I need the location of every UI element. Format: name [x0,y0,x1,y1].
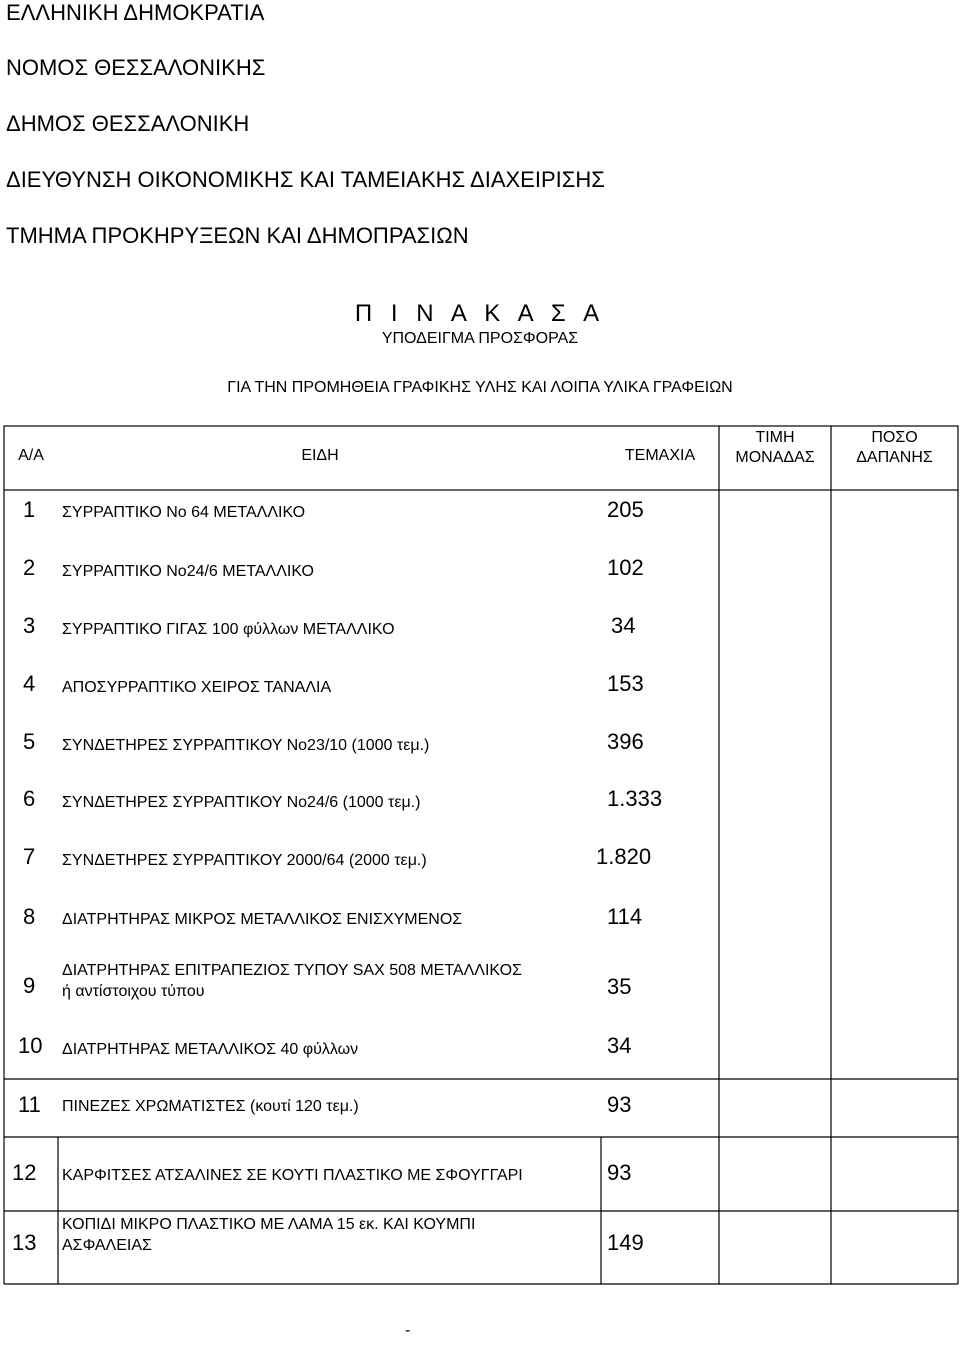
col-header-total-cost [831,428,958,468]
row-description: ΣΥΡΡΑΠΤΙΚΟ Νο 64 ΜΕΤΑΛΛΙΚΟ [62,504,306,521]
col-header-unit-price-line1: ΤΙΜΗ [755,429,795,446]
row-description: ΔΙΑΤΡΗΤΗΡΑΣ ΜΙΚΡΟΣ ΜΕΤΑΛΛΙΚΟΣ ΕΝΙΣΧΥΜΕΝΟΣ [62,911,463,928]
row-quantity: 1.820 [596,844,652,869]
row-number: 3 [23,613,36,638]
row-description: ΚΑΡΦΙΤΣΕΣ ΑΤΣΑΛΙΝΕΣ ΣΕ ΚΟΥΤΙ ΠΛΑΣΤΙΚΟ ΜΕ ΣΦΟΥΓΓΑΡΙ [62,1167,523,1184]
row-description: ΚΟΠΙΔΙ ΜΙΚΡΟ ΠΛΑΣΤΙΚΟ ΜΕ ΛΑΜΑ 15 εκ. ΚΑΙ ΚΟΥΜΠΙ [62,1216,476,1233]
row-quantity: 34 [607,1033,632,1058]
row-number: 11 [18,1092,41,1117]
header-line-department: ΤΜΗΜΑ ΠΡΟΚΗΡΥΞΕΩΝ ΚΑΙ ΔΗΜΟΠΡΑΣΙΩΝ [6,223,469,248]
row-description-continued: ΑΣΦΑΛΕΙΑΣ [62,1237,152,1254]
row-description: ΔΙΑΤΡΗΤΗΡΑΣ ΜΕΤΑΛΛΙΚΟΣ 40 φύλλων [62,1041,359,1058]
row-description: ΔΙΑΤΡΗΤΗΡΑΣ ΕΠΙΤΡΑΠΕΖΙΟΣ ΤΥΠΟΥ SAX 508 ΜΕΤΑΛΛΙΚΟΣ [62,962,522,979]
row-quantity: 114 [607,904,643,929]
row-quantity: 1.333 [607,786,663,811]
row-number: 4 [23,671,36,696]
col-header-temaxia: ΤΕΜΑΧΙΑ [624,447,696,464]
row-quantity: 205 [607,497,644,522]
row-quantity: 396 [607,729,644,754]
row-description: ΠΙΝΕΖΕΣ ΧΡΩΜΑΤΙΣΤΕΣ (κουτί 120 τεμ.) [62,1098,359,1115]
row-number: 7 [23,844,36,869]
col-header-eidh: ΕΙΔΗ [301,447,339,464]
col-header-unit-price-line2: ΜΟΝΑΔΑΣ [735,449,815,466]
row-quantity: 34 [611,613,636,638]
row-description: ΑΠΟΣΥΡΡΑΠΤΙΚΟ ΧΕΙΡΟΣ ΤΑΝΑΛΙΑ [62,679,332,696]
row-number: 6 [23,786,36,811]
row-number: 5 [23,729,36,754]
row-number: 10 [18,1033,43,1058]
row-quantity: 102 [607,555,644,580]
row-description: ΣΥΝΔΕΤΗΡΕΣ ΣΥΡΡΑΠΤΙΚΟΥ Νο24/6 (1000 τεμ.) [62,794,421,811]
row-quantity: 93 [607,1092,632,1117]
row-number: 1 [23,497,36,522]
row-number: 13 [12,1230,37,1255]
row-number: 8 [23,904,36,929]
row-number: 2 [23,555,36,580]
row-description-continued: ή αντίστοιχου τύπου [62,983,205,1000]
document-subtitle: ΥΠΟΔΕΙΓΜΑ ΠΡΟΣΦΟΡΑΣ [381,330,579,347]
row-description: ΣΥΝΔΕΤΗΡΕΣ ΣΥΡΡΑΠΤΙΚΟΥ Νο23/10 (1000 τεμ.) [62,737,430,754]
row-description: ΣΥΡΡΑΠΤΙΚΟ ΓΙΓΑΣ 100 φύλλων ΜΕΤΑΛΛΙΚΟ [62,621,395,638]
row-number: 12 [12,1160,37,1185]
row-quantity: 153 [607,671,644,696]
document-purpose: ΓΙΑ ΤΗΝ ΠΡΟΜΗΘΕΙΑ ΓΡΑΦΙΚΗΣ ΥΛΗΣ ΚΑΙ ΛΟΙΠΑ ΥΛΙΚΑ ΓΡΑΦΕΙΩΝ [227,379,733,396]
header-line-directorate: ΔΙΕΥΘΥΝΣΗ ΟΙΚΟΝΟΜΙΚΗΣ ΚΑΙ ΤΑΜΕΙΑΚΗΣ ΔΙΑΧΕΙΡΙΣΗΣ [6,167,605,192]
header-line-prefecture: ΝΟΜΟΣ ΘΕΣΣΑΛΟΝΙΚΗΣ [6,55,266,80]
col-header-unit-price [719,428,831,468]
col-header-aa: Α/Α [18,447,44,464]
row-quantity: 93 [607,1160,632,1185]
header-line-country: ΕΛΛΗΝΙΚΗ ΔΗΜΟΚΡΑΤΙΑ [6,0,265,25]
header-line-municipality: ΔΗΜΟΣ ΘΕΣΣΑΛΟΝΙΚΗ [6,111,250,136]
row-description: ΣΥΡΡΑΠΤΙΚΟ Νο24/6 ΜΕΤΑΛΛΙΚΟ [62,563,314,580]
row-quantity: 35 [607,974,632,999]
footer-mark: - [405,1322,411,1339]
row-number: 9 [23,973,36,998]
col-header-total-cost-line2: ΔΑΠΑΝΗΣ [856,449,933,466]
row-description: ΣΥΝΔΕΤΗΡΕΣ ΣΥΡΡΑΠΤΙΚΟΥ 2000/64 (2000 τεμ.) [62,852,427,869]
document-title: Π Ι Ν Α Κ Α Σ Α [354,300,606,327]
row-quantity: 149 [607,1230,644,1255]
col-header-total-cost-line1: ΠΟΣΟ [871,429,918,446]
